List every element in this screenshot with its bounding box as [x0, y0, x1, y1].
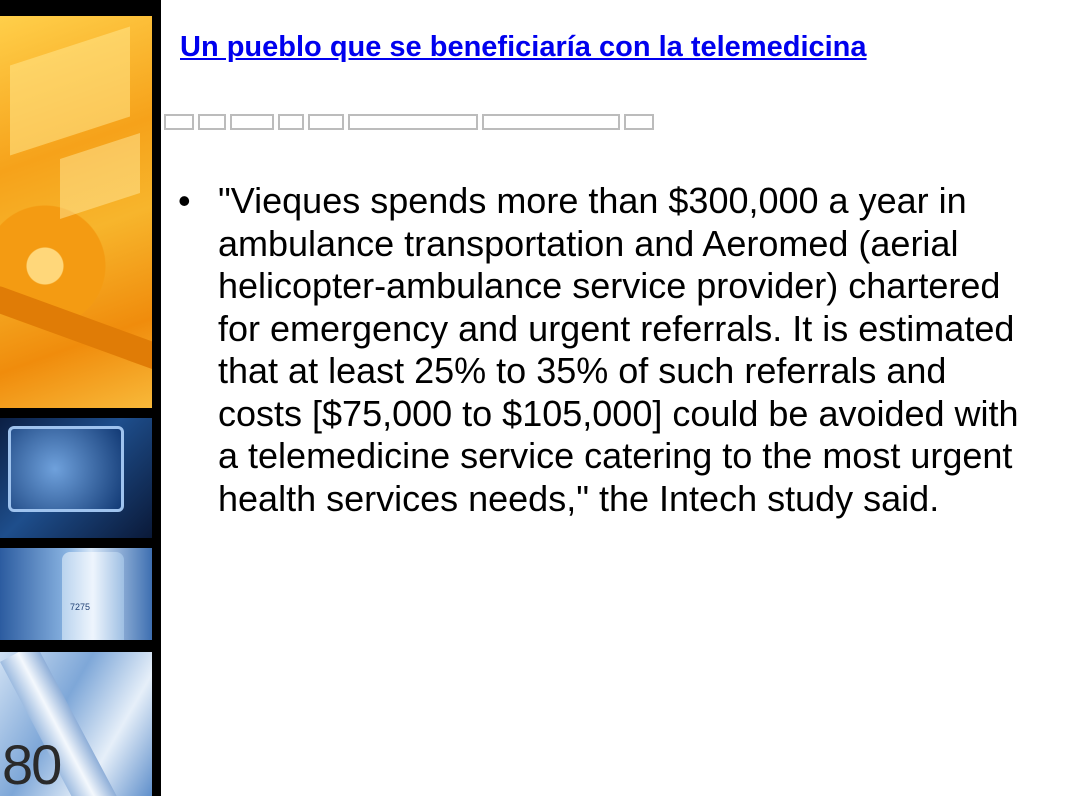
bullet-marker: •: [178, 180, 191, 221]
decorative-sidebar: [0, 0, 160, 796]
stethoscope-image: [0, 16, 152, 408]
decorative-tab-strip: [164, 114, 654, 134]
monitor-image: [0, 418, 152, 538]
gauge-number: 80: [2, 733, 61, 796]
slide-body-text: "Vieques spends more than $300,000 a year in ambulance transportation and Aeromed (aerial helicopter-ambulance service provider) chartered for emergency and urgent referrals. It is estimated that at least 25% to 35% of such referrals and costs [$75,000 to $105,000] could be avoided with a telemedicine service catering to the most urgent health services needs," the Intech study said.: [218, 180, 1019, 519]
slide-title-link[interactable]: Un pueblo que se beneficiaría con la telemedicina: [180, 31, 867, 63]
vial-image: [0, 548, 152, 640]
vial-label: 7275: [70, 602, 91, 612]
sidebar-divider: [158, 0, 161, 796]
syringe-image: [0, 652, 152, 796]
